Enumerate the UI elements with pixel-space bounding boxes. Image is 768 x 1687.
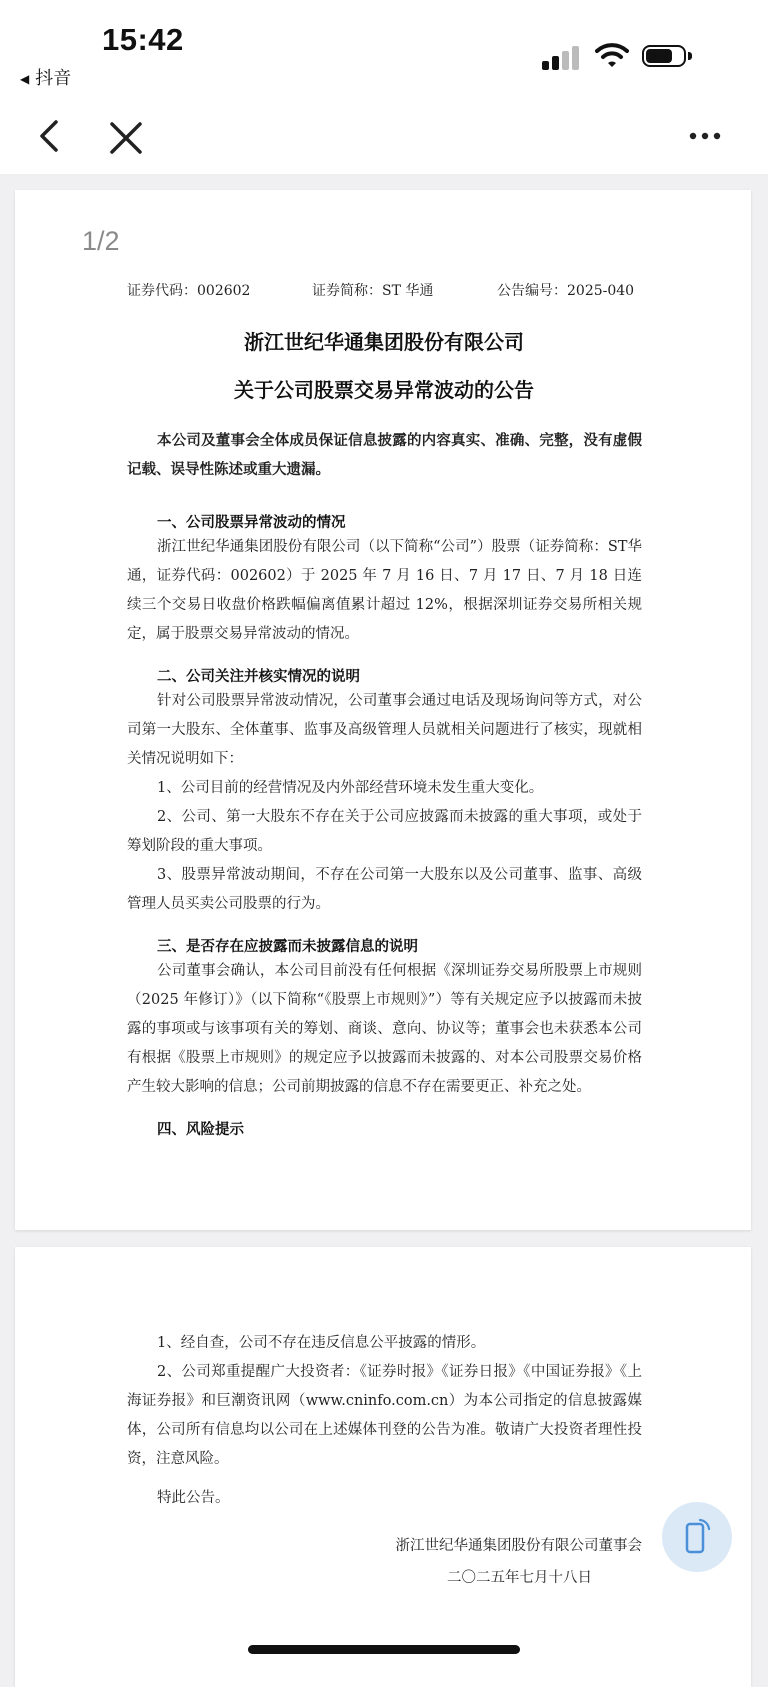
announcement-title: 关于公司股票交易异常波动的公告 — [234, 378, 534, 402]
section-3-heading: 三、是否存在应披露而未披露信息的说明 — [157, 938, 418, 955]
chevron-left-icon[interactable] — [32, 116, 66, 156]
rotate-view-button[interactable] — [662, 1502, 732, 1572]
back-to-app-link[interactable] — [20, 64, 71, 90]
signature-board: 浙江世纪华通集团股份有限公司董事会 — [395, 1538, 642, 1554]
section-2-paragraph-2: 1、公司目前的经营情况及内外部经营环境未发生重大变化。 — [157, 780, 544, 796]
cellular-signal-icon — [542, 44, 582, 70]
section-2-paragraph-3: 2、公司、第一大股东不存在关于公司应披露而未披露的重大事项，或处于筹划阶段的重大事项。 — [127, 809, 642, 854]
stock-abbreviation: 证券简称：ST 华通 — [312, 283, 434, 299]
section-4-paragraph-2: 2、公司郑重提醒广大投资者：《证券时报》《证券日报》《中国证券报》《上海证券报》和巨潮资讯网（www.cninfo.com.cn）为本公司指定的信息披露媒体，公司所有信息均以公司在上述媒体刊登的公告为准。敬请广大投资者理性投资，注意风险。 — [127, 1364, 642, 1467]
wifi-icon — [595, 42, 629, 68]
back-app-label: 抖音 — [35, 68, 72, 89]
stock-code: 证券代码：002602 — [127, 283, 251, 299]
back-triangle-icon: ◀ — [20, 72, 30, 86]
page-indicator: 1/2 — [82, 226, 120, 256]
section-4-heading: 四、风险提示 — [157, 1121, 244, 1138]
section-2-paragraph-4: 3、股票异常波动期间，不存在公司第一大股东以及公司董事、监事、高级管理人员买卖公司股票的行为。 — [127, 867, 642, 912]
nav-bar — [0, 100, 768, 174]
closing-text: 特此公告。 — [157, 1490, 230, 1506]
announcement-number: 公告编号：2025-040 — [497, 283, 635, 299]
company-name: 浙江世纪华通集团股份有限公司 — [244, 330, 524, 354]
statement-paragraph: 本公司及董事会全体成员保证信息披露的内容真实、准确、完整，没有虚假记载、误导性陈述或重大遗漏。 — [127, 432, 642, 478]
section-3-paragraph: 公司董事会确认，本公司目前没有任何根据《深圳证券交易所股票上市规则（2025 年修订）》（以下简称“《股票上市规则》”）等有关规定应予以披露而未披露的事项或与该事项有关的筹划、商谈、意向、协议等；董事会也未获悉本公司有根据《股票上市规则》的规定应予以披露而未披露的、对本公司股票交易价格产生较大影响的信息；公司前期披露的信息不存在需要更正、补充之处。 — [127, 963, 642, 1095]
section-2-paragraph-1: 针对公司股票异常波动情况，公司董事会通过电话及现场询问等方式，对公司第一大股东、全体董事、监事及高级管理人员就相关问题进行了核实，现就相关情况说明如下： — [127, 693, 642, 767]
close-icon[interactable] — [106, 118, 146, 158]
section-4-paragraph-1: 1、经自查，公司不存在违反信息公平披露的情形。 — [157, 1335, 486, 1351]
status-time: 15:42 — [102, 22, 184, 57]
phone-rotate-icon — [682, 1518, 712, 1556]
section-1-paragraph: 浙江世纪华通集团股份有限公司（以下简称“公司”）股票（证券简称：ST华通，证券代码：002602）于 2025 年 7 月 16 日、7 月 17 日、7 月 18 日连续三个交易日收盘价格跌幅偏离值累计超过 12%，根据深圳证券交易所相关规定，属于股票交易异常波动的情况。 — [127, 539, 642, 642]
section-1-heading: 一、公司股票异常波动的情况 — [157, 514, 346, 531]
more-horizontal-icon[interactable] — [688, 126, 722, 146]
status-bar — [0, 0, 768, 100]
signature-date: 二〇二五年七月十八日 — [447, 1570, 592, 1586]
section-2-heading: 二、公司关注并核实情况的说明 — [157, 668, 360, 685]
battery-icon — [642, 45, 694, 69]
home-indicator[interactable] — [248, 1645, 520, 1654]
